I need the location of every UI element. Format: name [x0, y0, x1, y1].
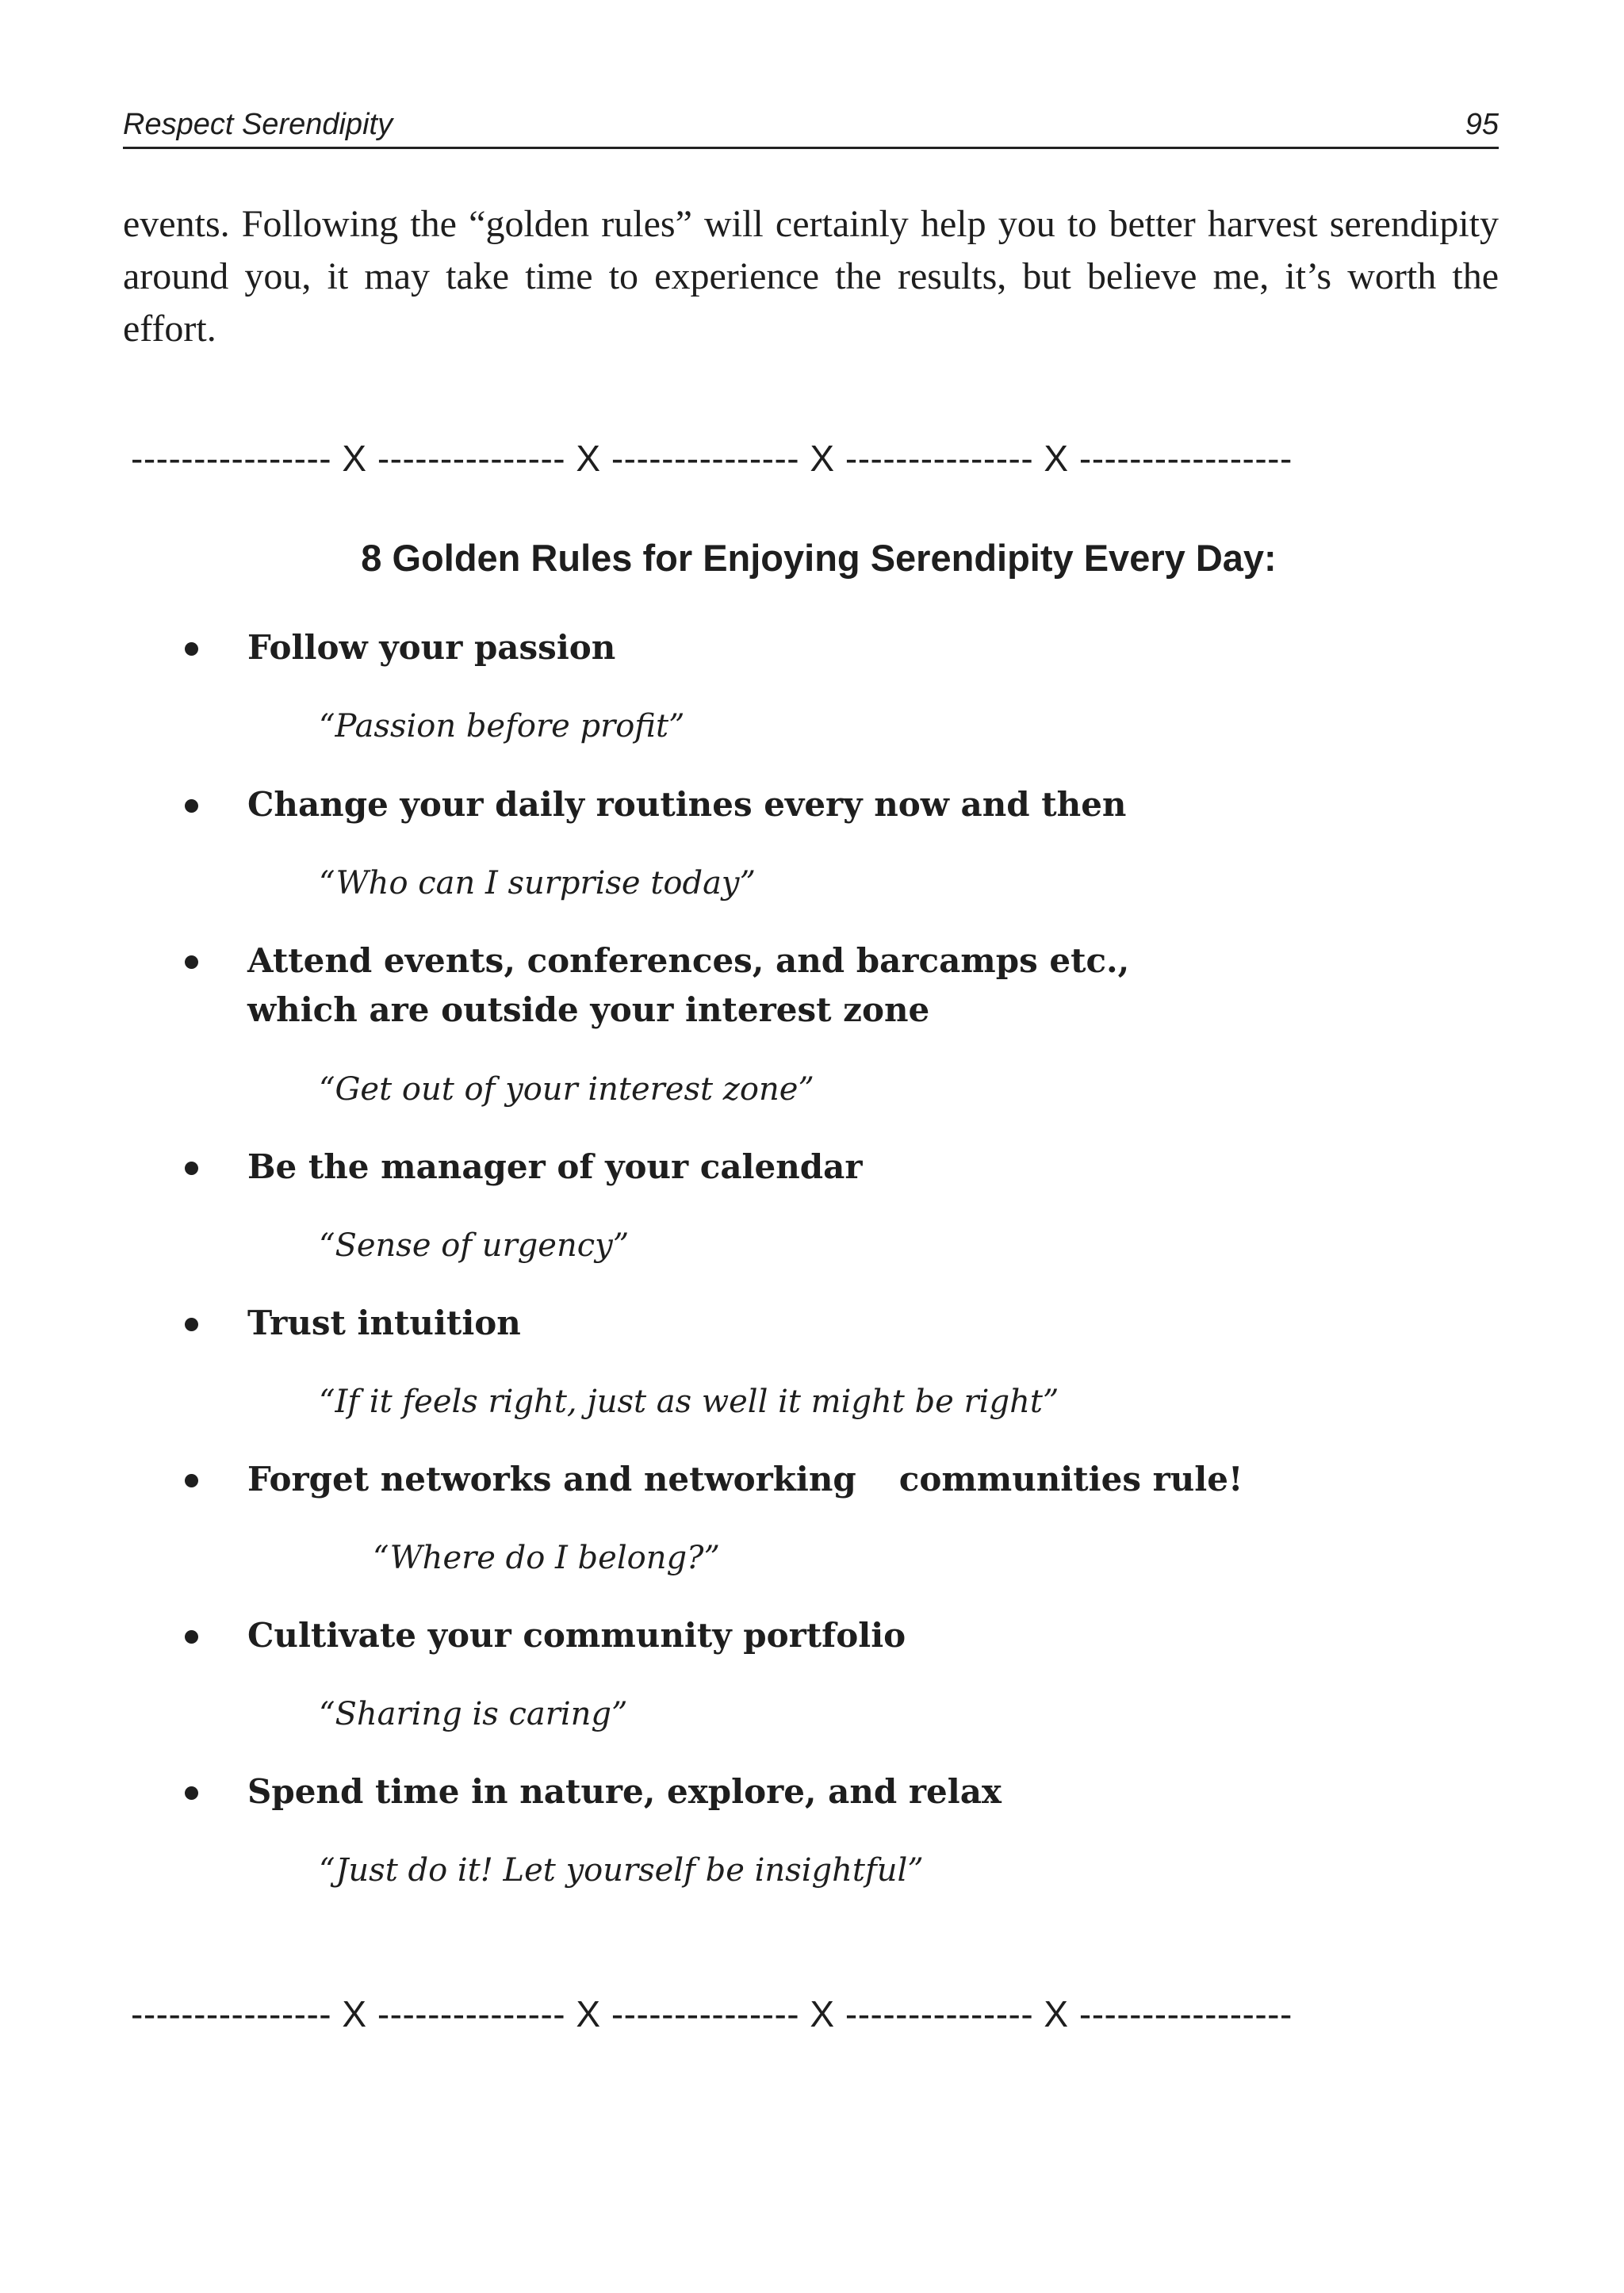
running-header	[123, 105, 1499, 149]
rule-motto: “Passion before profit”	[319, 708, 685, 745]
rule-motto: “Sharing is caring”	[319, 1696, 628, 1732]
rule-motto: “Get out of your interest zone”	[319, 1071, 814, 1108]
bullet-icon	[185, 955, 198, 969]
rule-motto: “Who can I surprise today”	[319, 865, 756, 902]
rule-title	[247, 1455, 1243, 1504]
running-title: Respect Serendipity	[123, 108, 393, 141]
section-divider-top: ---------------- X --------------- X --------------- X --------------- X -----------------	[131, 438, 1293, 479]
rule-motto: “Sense of urgency”	[319, 1227, 630, 1264]
bullet-icon	[185, 642, 198, 656]
rule-motto: “Where do I belong?”	[373, 1540, 720, 1576]
bullet-icon	[185, 1474, 198, 1487]
rule-title: Trust intuition	[247, 1303, 521, 1342]
bullet-icon	[185, 1786, 198, 1800]
section-title-text: 8 Golden Rules for Enjoying Serendipity Every Day:	[361, 537, 1277, 579]
rule-title-line-2: which are outside your interest zone	[247, 990, 930, 1029]
rule-title: Be the manager of your calendar	[247, 1147, 863, 1186]
bullet-icon	[185, 799, 198, 813]
bullet-icon	[185, 1162, 198, 1175]
bullet-icon	[185, 1630, 198, 1644]
section-title	[123, 534, 1499, 582]
rule-title-line-1: Attend events, conferences, and barcamps etc.,	[247, 941, 1130, 980]
rule-title: Change your daily routines every now and then	[247, 785, 1127, 824]
section-divider-bottom: ---------------- X --------------- X --------------- X --------------- X -----------------	[131, 1993, 1293, 2035]
rule-motto: “Just do it! Let yourself be insightful”	[319, 1852, 924, 1889]
page-number: 95	[1465, 108, 1499, 141]
rule-title: Spend time in nature, explore, and relax	[247, 1772, 1002, 1811]
intro-paragraph: events. Following the “golden rules” will certainly help you to better harvest serendipity around you, it may take time to experience the results, but believe me, it’s worth the effort.	[123, 203, 1499, 350]
rule-motto: “If it feels right, just as well it might be right”	[319, 1384, 1059, 1420]
rule-title-part-1: Forget networks and networking	[247, 1460, 856, 1499]
rule-title: Follow your passion	[247, 628, 616, 667]
rule-title: Cultivate your community portfolio	[247, 1616, 906, 1655]
bullet-icon	[185, 1318, 198, 1331]
rule-title-part-2: communities rule!	[898, 1460, 1243, 1499]
